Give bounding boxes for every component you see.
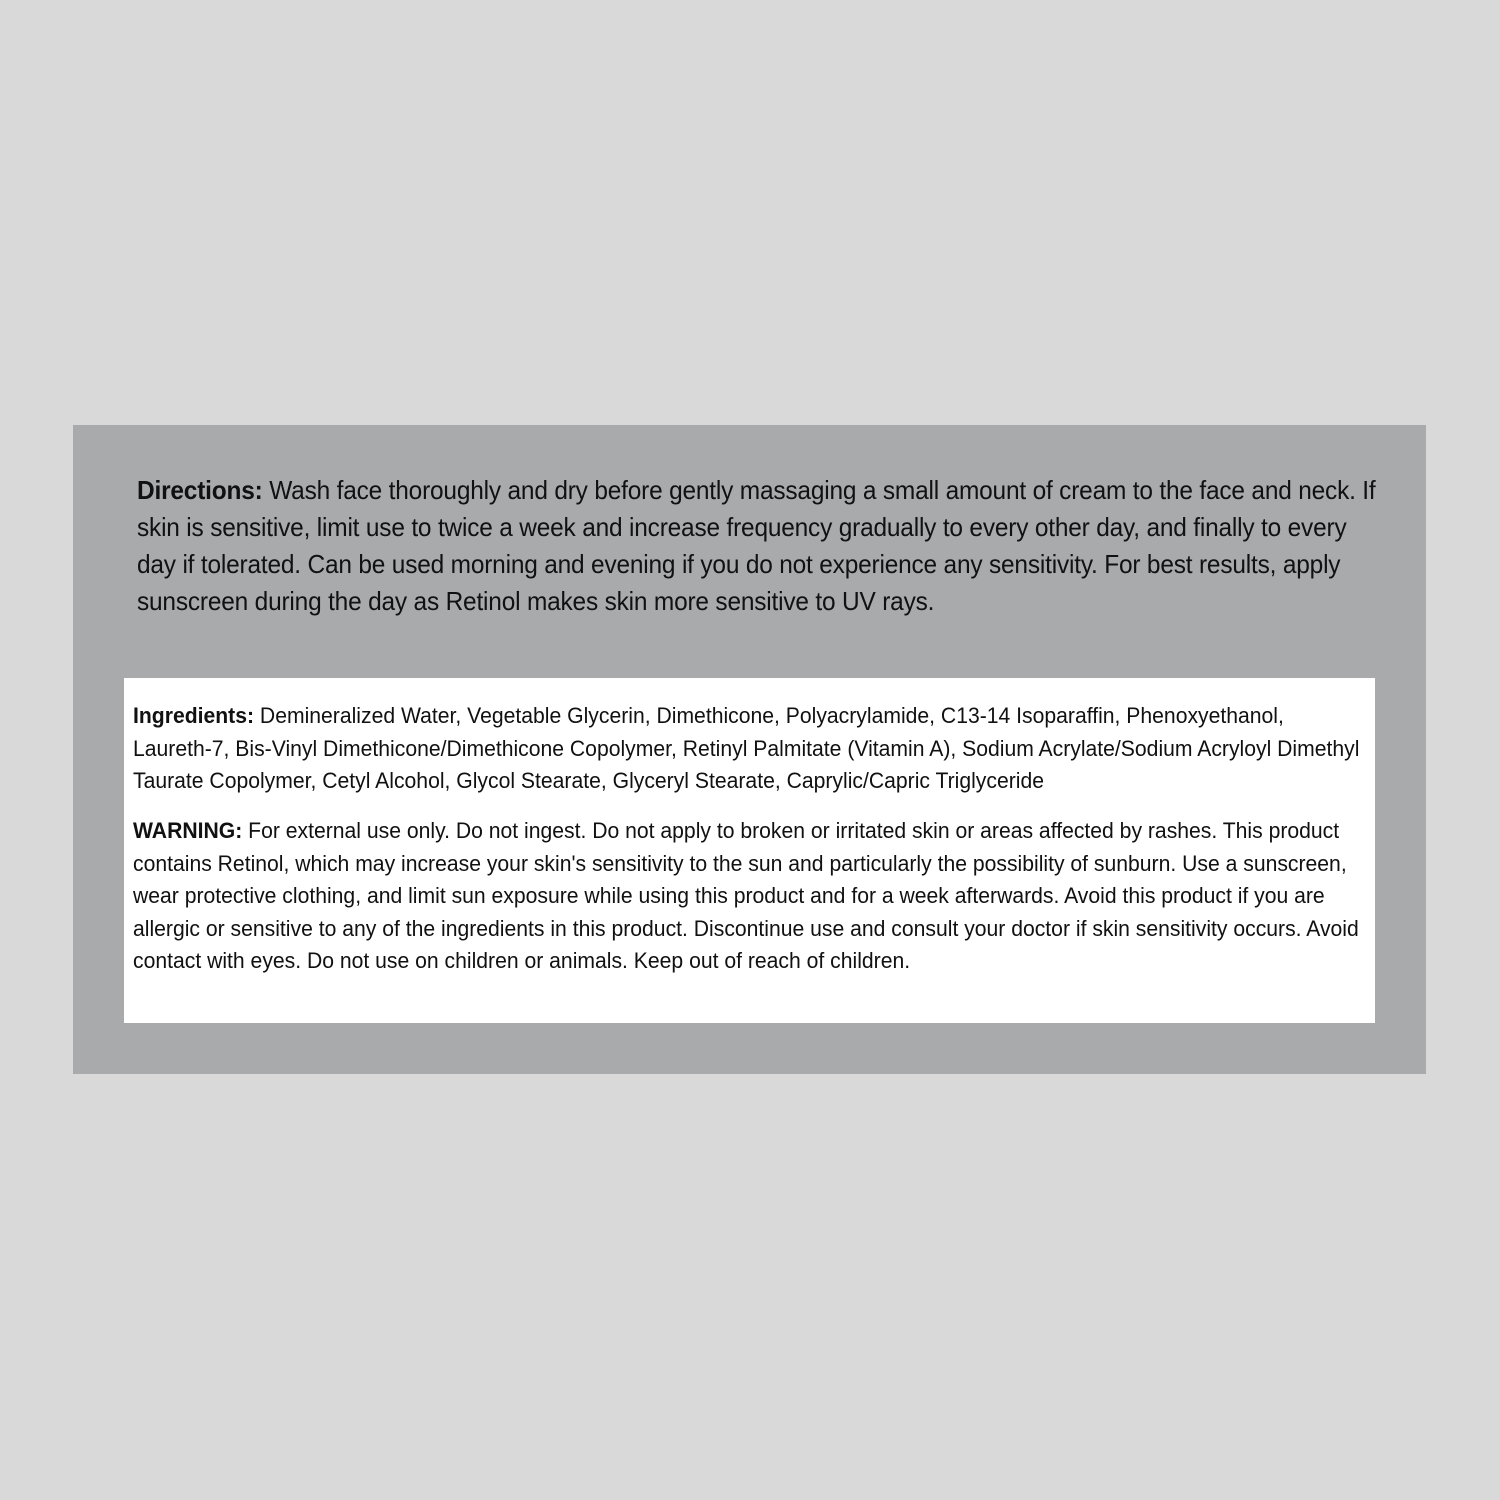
ingredients-heading: Ingredients: bbox=[133, 703, 255, 728]
warning-heading: WARNING: bbox=[133, 818, 243, 843]
warning-paragraph bbox=[133, 815, 1364, 978]
directions-text: Wash face thoroughly and dry before gently massaging a small amount of cream to the face and neck. If skin is sensitive, limit use to twice a week and increase frequency gradually to every other day, and finally to every day if tolerated. Can be used morning and evening if you do not experience any sensitivity. For best results, apply sunscreen during the day as Retinol makes skin more sensitive to UV rays. bbox=[137, 475, 1376, 616]
warning-text: For external use only. Do not ingest. Do not apply to broken or irritated skin or areas affected by rashes. This product contains Retinol, which may increase your skin's sensitivity to the sun and particularly the possibility of sunburn. Use a sunscreen, wear protective clothing, and limit sun exposure while using this product and for a week afterwards. Avoid this product if you are allergic or sensitive to any of the ingredients in this product. Discontinue use and consult your doctor if skin sensitivity occurs. Avoid contact with eyes. Do not use on children or animals. Keep out of reach of children. bbox=[133, 818, 1359, 973]
ingredients-warning-box bbox=[124, 678, 1375, 1023]
directions-heading: Directions: bbox=[137, 475, 263, 505]
directions-paragraph bbox=[137, 472, 1378, 620]
ingredients-text: Demineralized Water, Vegetable Glycerin, Dimethicone, Polyacrylamide, C13-14 Isoparaffin, Phenoxyethanol, Laureth-7, Bis-Vinyl Dimethicone/Dimethicone Copolymer, Retinyl Palmitate (Vitamin A), Sodium Acrylate/Sodium Acryloyl Dimethyl Taurate Copolymer, Cetyl Alcohol, Glycol Stearate, Glyceryl Stearate, Caprylic/Capric Triglyceride bbox=[133, 703, 1360, 793]
label-panel bbox=[73, 425, 1426, 1074]
ingredients-paragraph bbox=[133, 700, 1364, 798]
